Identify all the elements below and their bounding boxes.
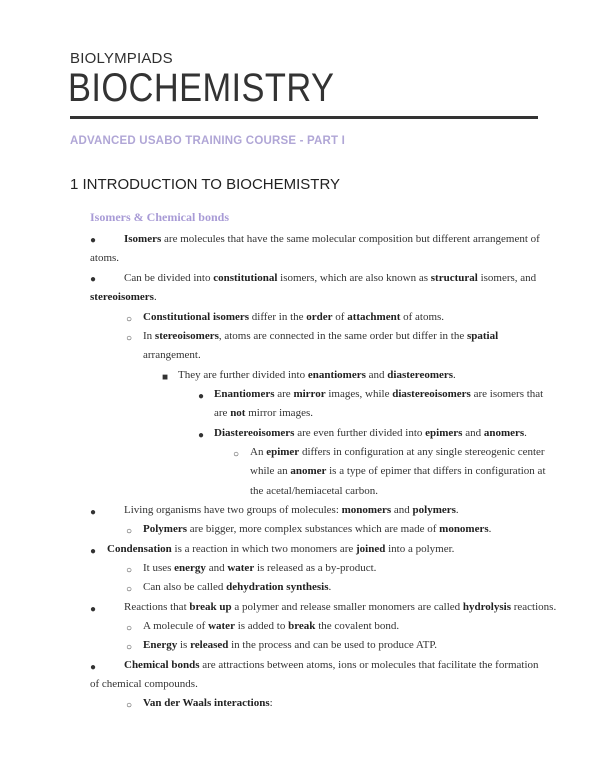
text-run: and xyxy=(462,427,484,439)
text-run: are bigger, more complex substances which are made of xyxy=(186,523,440,535)
list-item xyxy=(143,636,437,655)
text-run: is released as a by-product. xyxy=(254,562,377,574)
course-subtitle: ADVANCED USABO TRAINING COURSE - PART I xyxy=(70,135,346,147)
list-item xyxy=(214,385,543,404)
bullet-level1: ● xyxy=(90,235,97,246)
bullet-level5: ○ xyxy=(233,449,240,460)
text-run: images, while xyxy=(325,388,393,400)
text-run: into a polymer. xyxy=(385,543,455,555)
list-item xyxy=(143,327,498,346)
bold-term: enantiomers xyxy=(307,369,366,381)
list-item xyxy=(124,230,540,249)
text-run: of chemical compounds. xyxy=(90,678,198,690)
list-item-continuation xyxy=(250,462,546,481)
list-item xyxy=(143,559,376,578)
bullet-level4: ● xyxy=(198,430,205,441)
bold-term: diastereoisomers xyxy=(392,388,471,400)
bullet-level1: ● xyxy=(90,546,97,557)
bullet-level2: ○ xyxy=(126,700,133,711)
text-run: of xyxy=(332,311,348,323)
bold-term: dehydration synthesis xyxy=(226,581,329,593)
list-item-continuation xyxy=(90,249,119,268)
bold-term: Isomers xyxy=(124,233,162,245)
bold-term: Energy xyxy=(143,639,178,651)
bold-term: not xyxy=(230,407,246,419)
text-run: , atoms are connected in the same order but differ in the xyxy=(218,330,467,342)
bold-term: anomer xyxy=(290,465,327,477)
bullet-level2: ○ xyxy=(126,584,133,595)
text-run: is a reaction in which two monomers are xyxy=(171,543,356,555)
brand-name: BIOLYMPIADS xyxy=(70,50,173,67)
text-run: a polymer and release smaller monomers are called xyxy=(231,601,463,613)
bullet-level2: ○ xyxy=(126,623,133,634)
bold-term: stereoisomers xyxy=(154,330,219,342)
bold-term: monomers xyxy=(341,504,392,516)
bold-term: mirror xyxy=(293,388,326,400)
text-run: the acetal/hemiacetal carbon. xyxy=(250,485,378,497)
bold-term: anomers xyxy=(483,427,525,439)
text-run: : xyxy=(269,697,273,709)
list-item-continuation xyxy=(90,288,157,307)
text-run: . xyxy=(524,427,527,439)
bullet-level1: ● xyxy=(90,662,97,673)
bold-term: epimers xyxy=(425,427,463,439)
bold-term: hydrolysis xyxy=(462,601,511,613)
text-run: . xyxy=(488,523,492,535)
text-run: . xyxy=(153,291,157,303)
text-run: It uses xyxy=(143,562,175,574)
bold-term: Enantiomers xyxy=(214,388,275,400)
bold-term: water xyxy=(208,620,235,632)
text-run: differ in the xyxy=(249,311,307,323)
list-item xyxy=(214,424,527,443)
bold-term: Condensation xyxy=(107,543,172,555)
text-run: of atoms. xyxy=(400,311,445,323)
text-run: . xyxy=(453,369,456,381)
text-run: Reactions that xyxy=(124,601,190,613)
text-run: are even further divided into xyxy=(294,427,426,439)
bold-term: Diastereoisomers xyxy=(214,427,295,439)
bold-term: water xyxy=(227,562,255,574)
list-item-continuation xyxy=(90,675,198,694)
bold-term: epimer xyxy=(266,446,300,458)
bold-term: attachment xyxy=(347,311,401,323)
text-run: and xyxy=(205,562,228,574)
bullet-level2: ○ xyxy=(126,565,133,576)
bullet-level1: ● xyxy=(90,507,97,518)
text-run: in the process and can be used to produce ATP. xyxy=(228,639,438,651)
text-run: while an xyxy=(250,465,291,477)
text-run: the covalent bond. xyxy=(315,620,400,632)
text-run: . xyxy=(455,504,459,516)
list-item-continuation xyxy=(250,482,378,501)
text-run: is a type of epimer that differs in configuration at xyxy=(326,465,546,477)
text-run: . xyxy=(328,581,332,593)
bold-term: Polymers xyxy=(143,523,187,535)
bold-term: break xyxy=(288,620,316,632)
list-item xyxy=(124,598,556,617)
text-run: Can be divided into xyxy=(124,272,214,284)
bold-term: spatial xyxy=(466,330,499,342)
bullet-level1: ● xyxy=(90,604,97,615)
bold-term: monomers xyxy=(439,523,489,535)
text-run: isomers, which are also known as xyxy=(277,272,431,284)
text-run: are xyxy=(274,388,294,400)
bold-term: Chemical bonds xyxy=(124,659,200,671)
text-run: arrangement. xyxy=(143,349,201,361)
list-item xyxy=(124,501,459,520)
bold-term: structural xyxy=(430,272,478,284)
text-run: atoms. xyxy=(90,252,120,264)
text-run: differs in configuration at any single stereogenic center xyxy=(299,446,545,458)
text-run: is added to xyxy=(234,620,289,632)
text-run: Living organisms have two groups of molecules: xyxy=(124,504,342,516)
list-item xyxy=(143,578,331,597)
bold-term: constitutional xyxy=(213,272,278,284)
list-item xyxy=(143,520,491,539)
list-item xyxy=(124,656,539,675)
bold-term: energy xyxy=(174,562,206,574)
list-item xyxy=(178,366,456,385)
bold-term: Constitutional isomers xyxy=(143,311,250,323)
document-title: BIOCHEMISTRY xyxy=(68,66,335,110)
bold-term: diastereomers xyxy=(387,369,454,381)
text-run: are molecules that have the same molecular composition but different arrangement of xyxy=(161,233,540,245)
title-rule xyxy=(70,116,538,119)
text-run: and xyxy=(391,504,413,516)
bold-term: stereoisomers xyxy=(90,291,154,303)
list-item-continuation xyxy=(214,404,313,423)
text-run: In xyxy=(143,330,155,342)
list-item xyxy=(143,308,444,327)
list-item xyxy=(124,269,536,288)
bold-term: Van der Waals interactions xyxy=(143,697,270,709)
text-run: isomers, and xyxy=(477,272,537,284)
bold-term: break up xyxy=(189,601,232,613)
section-heading: Isomers & Chemical bonds xyxy=(90,210,230,224)
list-item xyxy=(250,443,545,462)
text-run: are isomers that xyxy=(470,388,544,400)
bold-term: released xyxy=(190,639,229,651)
text-run: reactions. xyxy=(510,601,557,613)
bold-term: order xyxy=(306,311,333,323)
bold-term: joined xyxy=(356,543,386,555)
text-run: They are further divided into xyxy=(178,369,308,381)
list-item xyxy=(143,694,273,713)
bullet-level4: ● xyxy=(198,391,205,402)
text-run: is xyxy=(177,639,191,651)
chapter-heading: 1 INTRODUCTION TO BIOCHEMISTRY xyxy=(70,176,341,193)
list-item xyxy=(143,617,399,636)
list-item xyxy=(107,540,454,559)
bullet-level1: ● xyxy=(90,274,97,285)
text-run: mirror images. xyxy=(245,407,313,419)
text-run: and xyxy=(365,369,388,381)
list-item-continuation xyxy=(143,346,201,365)
bullet-level2: ○ xyxy=(126,333,133,344)
bullet-level2: ○ xyxy=(126,642,133,653)
text-run: An xyxy=(250,446,267,458)
text-run: are xyxy=(214,407,231,419)
bullet-level2: ○ xyxy=(126,526,133,537)
text-run: Can also be called xyxy=(143,581,227,593)
bold-term: polymers xyxy=(412,504,456,516)
bullet-level3: ■ xyxy=(162,372,169,383)
bullet-level2: ○ xyxy=(126,314,133,325)
text-run: A molecule of xyxy=(143,620,209,632)
text-run: are attractions between atoms, ions or molecules that facilitate the formation xyxy=(199,659,539,671)
